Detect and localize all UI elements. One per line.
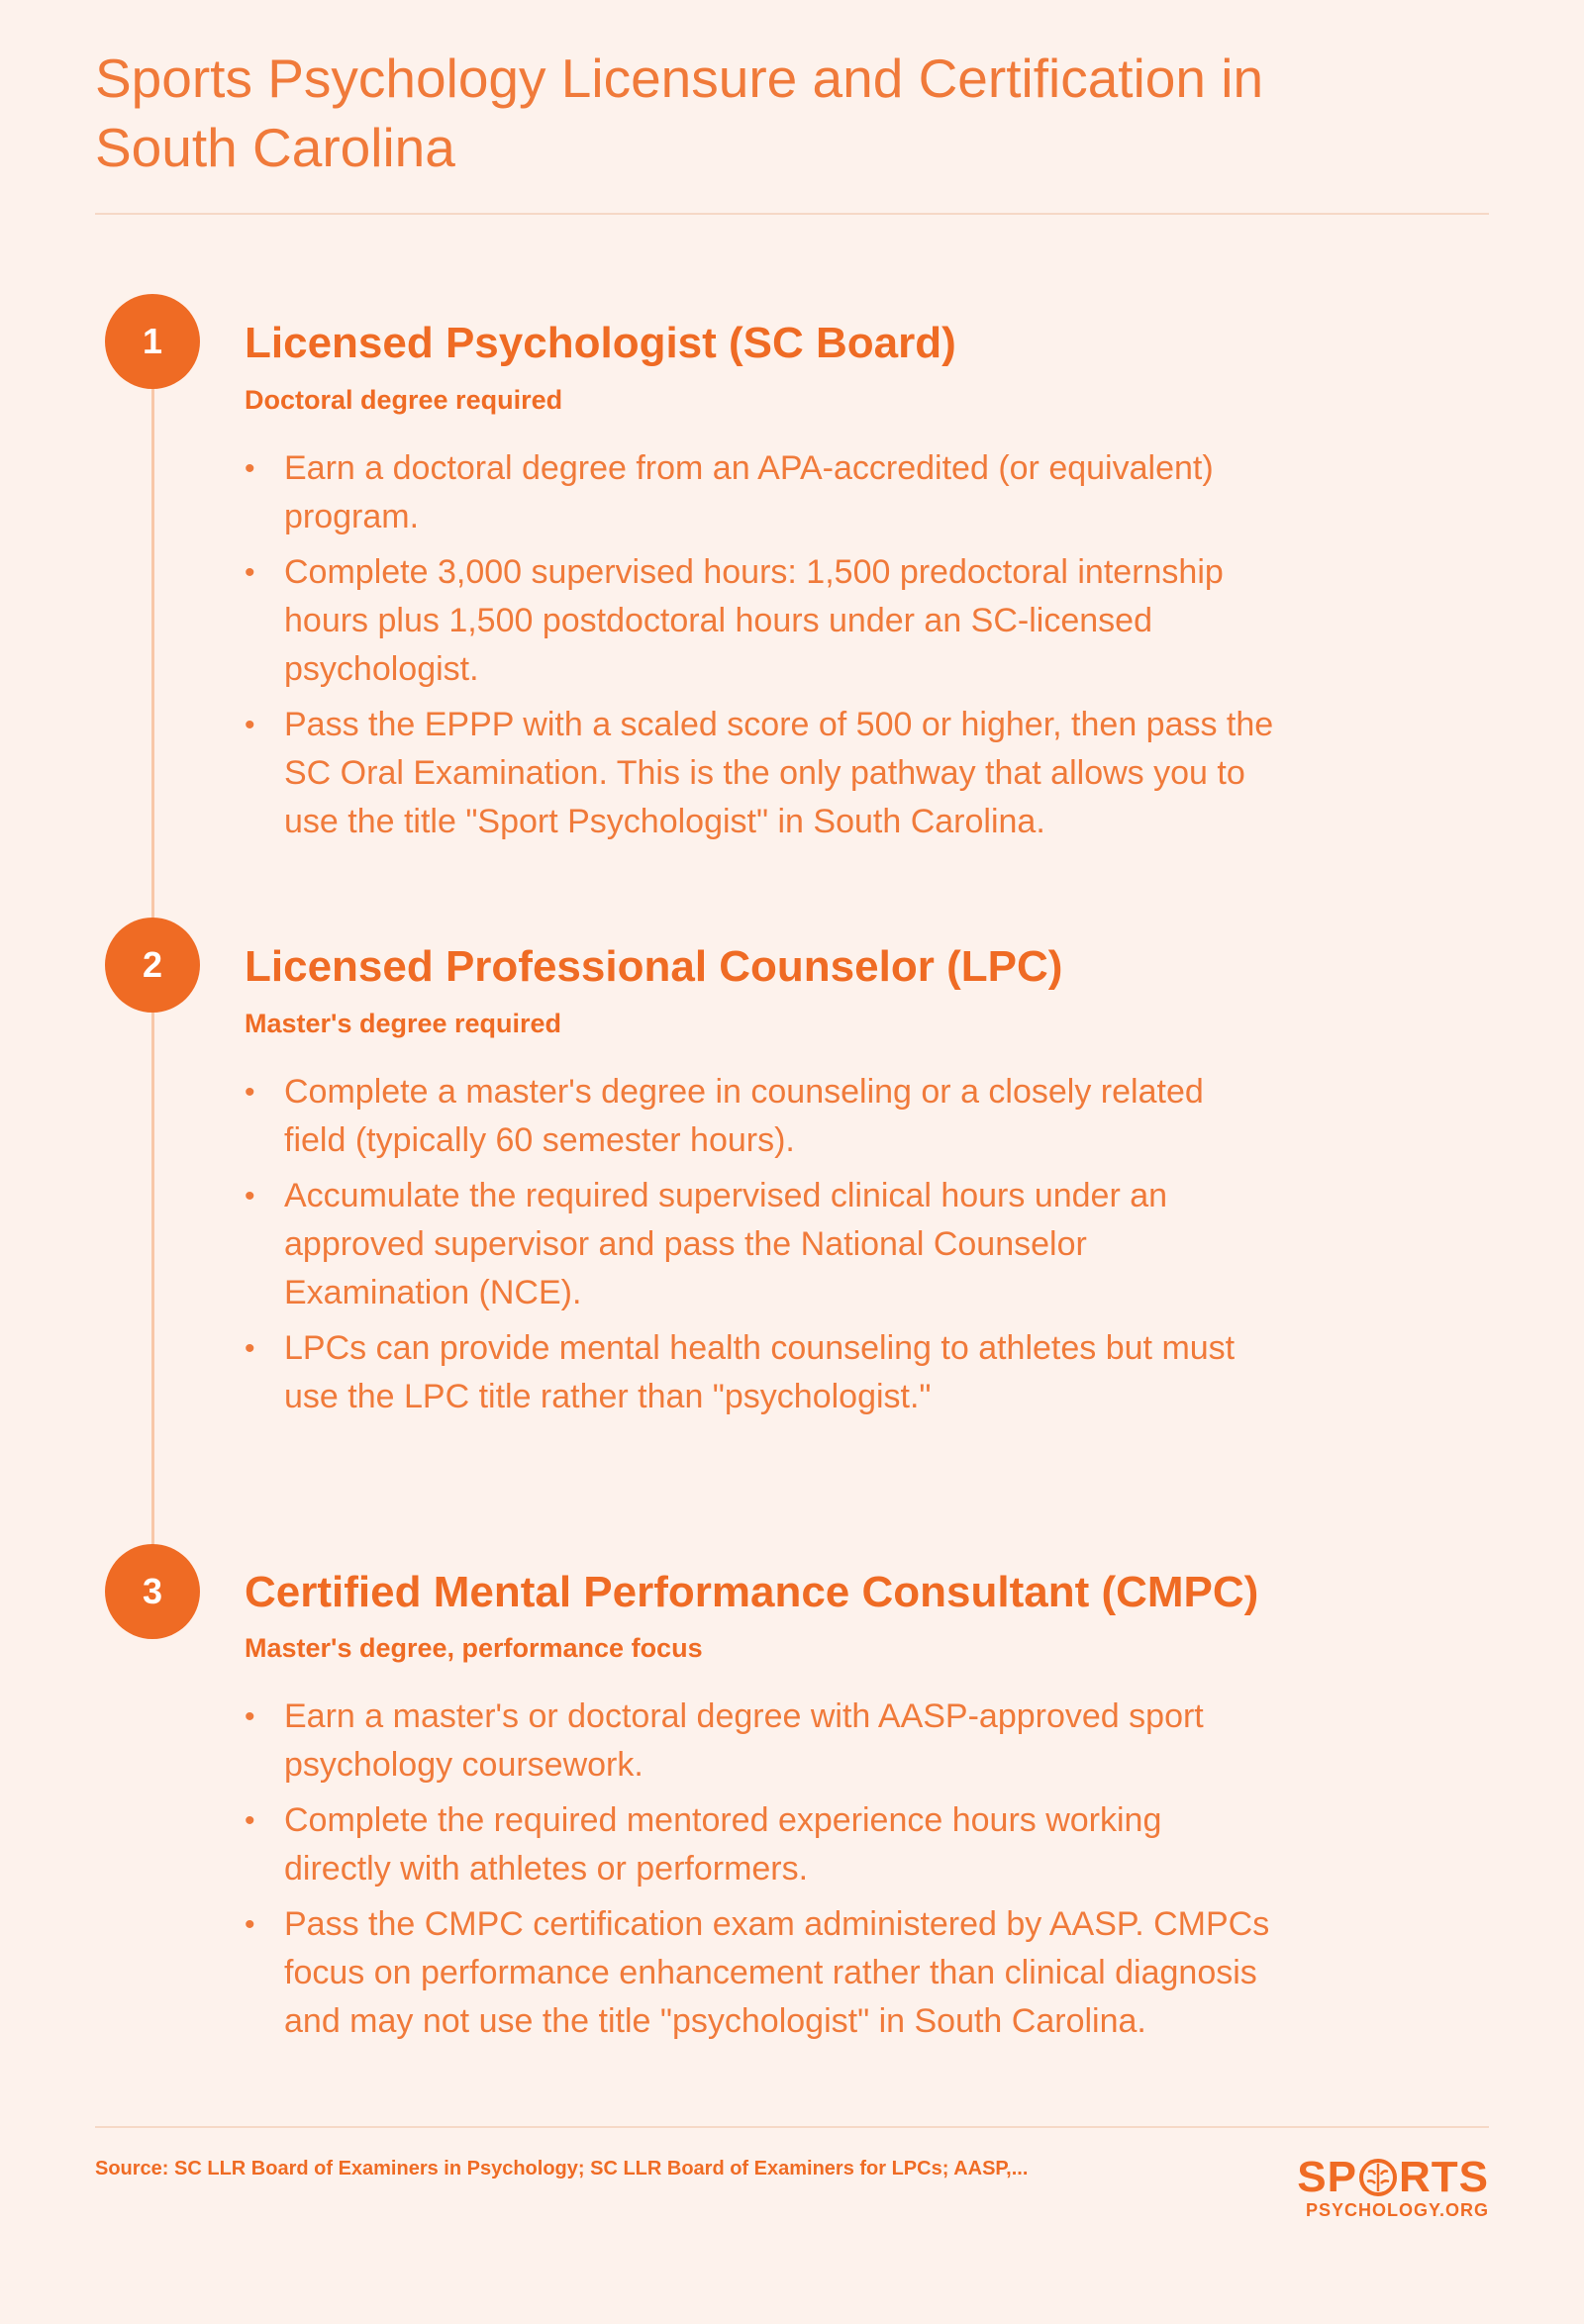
step-3-bullet-1: • Earn a master's or doctoral degree with AASP-approved sport psychology coursework. [245,1693,1274,1790]
step-3-heading: Certified Mental Performance Consultant (CMPC) [245,1568,1259,1616]
step-1-heading: Licensed Psychologist (SC Board) [245,319,956,367]
bottom-divider [95,2126,1489,2128]
logo-subtext: PSYCHOLOGY.ORG [1305,2200,1489,2220]
step-3-bullet-3: • Pass the CMPC certification exam administered by AASP. CMPCs focus on performance enhancement rather than clinical diagnosis and may not use the title "psychologist" in South Carolina. [245,1900,1274,2046]
step-1-bullet-1: • Earn a doctoral degree from an APA-accredited (or equivalent) program. [245,444,1274,541]
brain-icon [1358,2158,1398,2197]
step-1-bullet-2: • Complete 3,000 supervised hours: 1,500 predoctoral internship hours plus 1,500 postdoctoral hours under an SC-licensed psychologist. [245,548,1274,694]
step-3-number-badge: 3 [105,1544,200,1639]
step-1-bullet-3: • Pass the EPPP with a scaled score of 500 or higher, then pass the SC Oral Examination. This is the only pathway that allows you to use the title "Sport Psychologist" in South Carolina. [245,701,1274,846]
logo-text-right: RTS [1399,2153,1489,2201]
step-3-bullet-2: • Complete the required mentored experience hours working directly with athletes or performers. [245,1796,1274,1893]
step-2-bullet-3: • LPCs can provide mental health counseling to athletes but must use the LPC title rather than "psychologist." [245,1324,1274,1421]
sportspsychology-logo [1287,2153,1489,2221]
step-2-bullet-2: • Accumulate the required supervised clinical hours under an approved supervisor and pass the National Counselor Examination (NCE). [245,1172,1274,1317]
step-1-bullet-list [245,444,1274,853]
step-2-bullet-1: • Complete a master's degree in counseling or a closely related field (typically 60 semester hours). [245,1068,1274,1165]
top-divider [95,213,1489,215]
page-title: Sports Psychology Licensure and Certification in South Carolina [95,48,1264,178]
source-citation: Source: SC LLR Board of Examiners in Psychology; SC LLR Board of Examiners for LPCs; AASP,... [95,2158,1029,2179]
logo-wordmark [1287,2153,1489,2201]
step-3-subheading: Master's degree, performance focus [245,1633,703,1663]
step-2-heading: Licensed Professional Counselor (LPC) [245,942,1063,991]
step-1-subheading: Doctoral degree required [245,385,563,415]
step-3-bullet-list [245,1693,1274,2053]
step-2-subheading: Master's degree required [245,1009,562,1038]
step-2-number-badge: 2 [105,918,200,1013]
logo-text-left: SP [1297,2153,1357,2201]
step-2-bullet-list [245,1068,1274,1428]
step-1-number-badge: 1 [105,294,200,389]
